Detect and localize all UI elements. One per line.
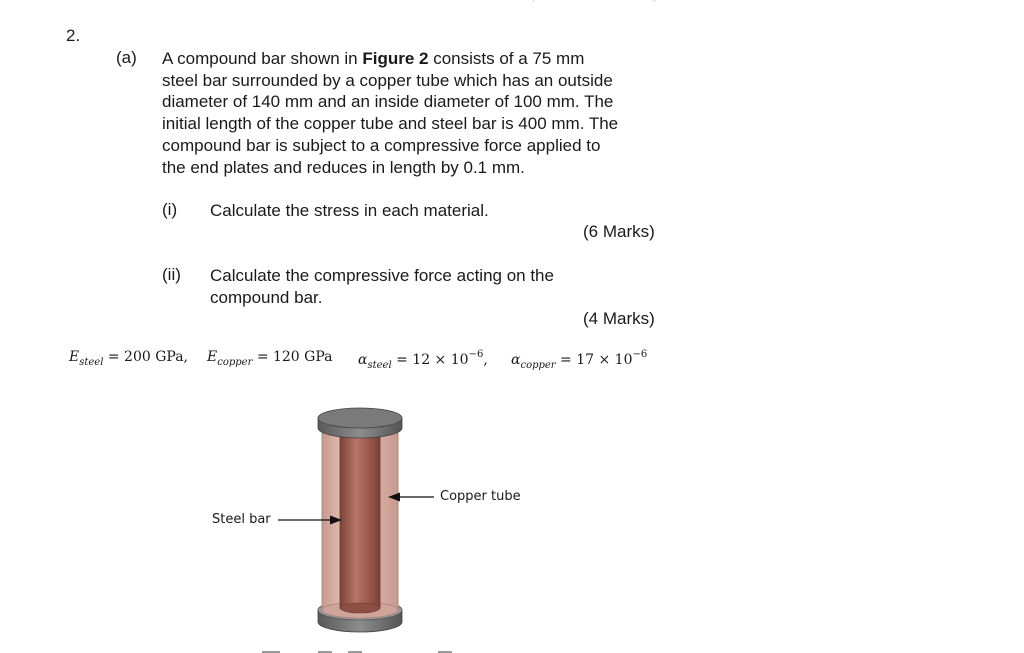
steel-bar-arrow [276,514,342,526]
subquestion-i-text: Calculate the stress in each material. [210,201,489,220]
cropped-header-fragment [520,0,670,2]
copper-tube-arrow [388,491,438,503]
question-paragraph [162,48,682,178]
part-label-a: (a) [116,48,137,67]
paragraph-line: the end plates and reduces in length by 0.1 mm. [162,157,525,177]
question-number: 2. [66,26,81,45]
subquestion-ii-text: Calculate the compressive force acting on the compound bar. [210,266,554,307]
paragraph-line: steel bar surrounded by a copper tube which has an outside [162,70,613,90]
subquestion-i-label: (i) [162,200,178,219]
steel-bar-label: Steel bar [212,512,271,527]
paragraph-line: diameter of 140 mm and an inside diameter of 100 mm. The [162,92,614,112]
top-end-plate [318,408,402,438]
subquestion-ii-label: (ii) [162,265,181,284]
subquestion-ii-marks: (4 Marks) [583,309,655,328]
constant-alpha-steel: $\alpha_{steel} = 12 \times 10^{-6}$, [358,349,488,371]
paragraph-line: initial length of the copper tube and steel bar is 400 mm. The [162,114,619,134]
constant-e-steel: $E_{steel} = 200$ GPa, [69,349,188,368]
steel-bar [340,430,380,613]
subquestion-i-marks: (6 Marks) [583,222,655,241]
figure-reference: Figure 2 [362,49,429,68]
paragraph-line: A compound bar shown in Figure 2 consists of a 75 mm [162,49,585,68]
constant-alpha-copper: $\alpha_{copper} = 17 \times 10^{-6}$ [511,349,648,371]
cropped-caption-fragment [258,648,458,653]
constant-e-copper: $E_{copper} = 120$ GPa [207,349,333,368]
copper-tube-label: Copper tube [440,489,521,504]
paragraph-line: compound bar is subject to a compressive force applied to [162,135,601,155]
